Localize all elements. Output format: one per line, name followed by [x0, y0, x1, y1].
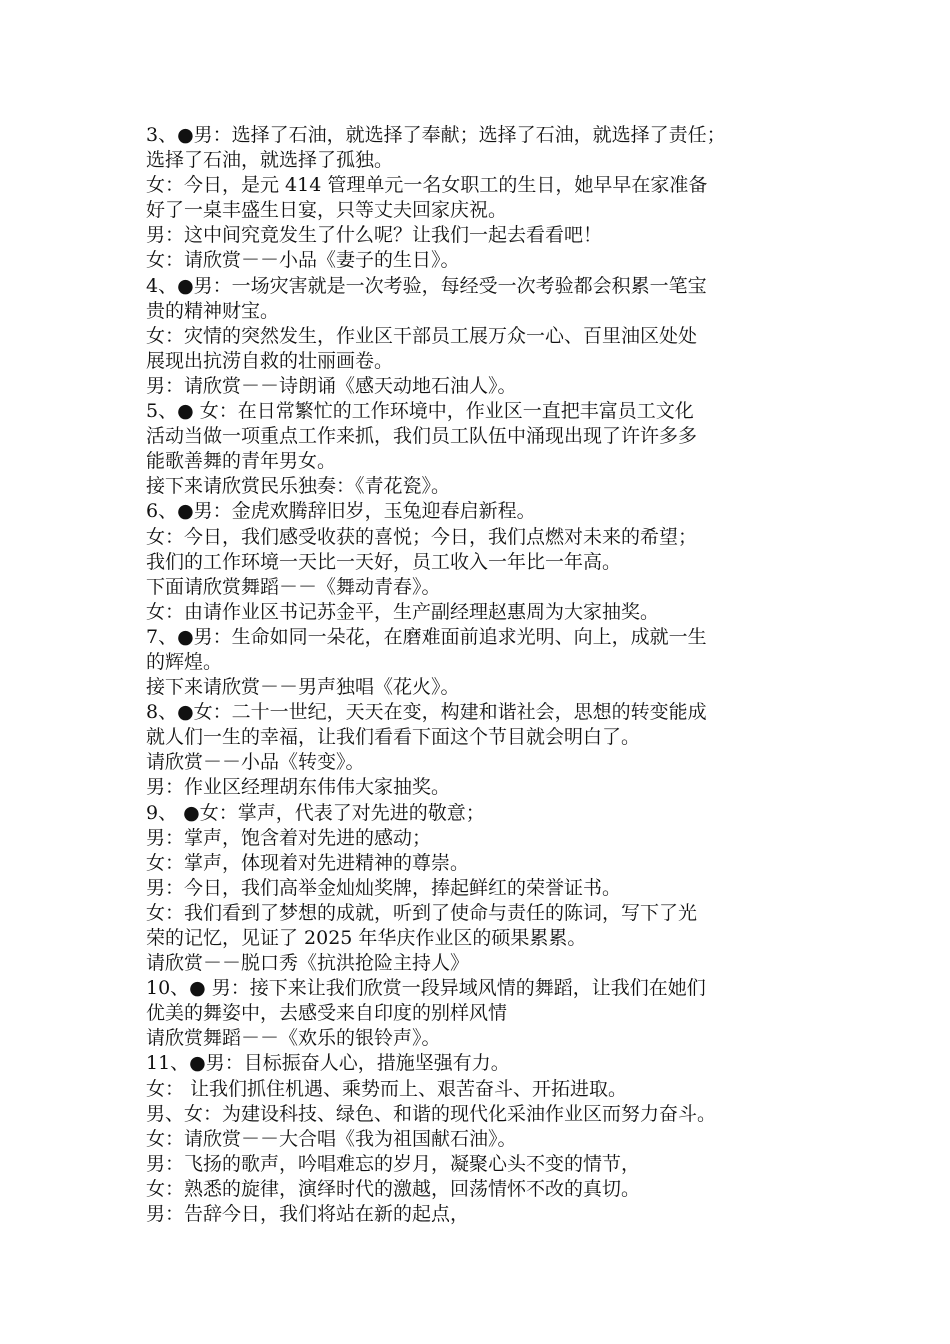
text-line: 我们的工作环境一天比一天好，员工收入一年比一年高。 [146, 550, 622, 573]
text-line: 女：由请作业区书记苏金平，生产副经理赵惠周为大家抽奖。 [146, 600, 660, 623]
text-line: 9、 ●女：掌声，代表了对先进的敬意； [146, 801, 485, 824]
script-text-body [146, 123, 816, 1227]
text-line: 女：请欣赏－－小品《妻子的生日》。 [146, 249, 460, 272]
text-line: 女：掌声，体现着对先进精神的尊崇。 [146, 851, 470, 874]
text-line: 的辉煌。 [146, 650, 223, 673]
text-line: 下面请欣赏舞蹈－－《舞动青春》。 [146, 575, 441, 598]
text-line: 请欣赏－－脱口秀《抗洪抢险主持人》 [146, 952, 470, 975]
text-line: 选择了石油，就选择了孤独。 [146, 149, 394, 172]
text-line: 男：掌声，饱含着对先进的感动； [146, 826, 432, 849]
text-line: 男：请欣赏－－诗朗诵《感天动地石油人》。 [146, 374, 517, 397]
text-line: 能歌善舞的青年男女。 [146, 450, 337, 473]
text-line: 10、● 男：接下来让我们欣赏一段异域风情的舞蹈，让我们在她们 [146, 977, 706, 1000]
text-line: 女： 让我们抓住机遇、乘势而上、艰苦奋斗、开拓进取。 [146, 1077, 628, 1100]
text-line: 荣的记忆，见证了 2025 年华庆作业区的硕果累累。 [146, 927, 587, 949]
text-line: 5、● 女：在日常繁忙的工作环境中，作业区一直把丰富员工文化 [146, 400, 694, 423]
text-line: 8、●女：二十一世纪，天天在变，构建和谐社会，思想的转变能成 [146, 701, 707, 724]
text-line: 7、●男：生命如同一朵花，在磨难面前追求光明、向上，成就一生 [146, 625, 707, 648]
text-line: 请欣赏舞蹈－－《欢乐的银铃声》。 [146, 1027, 441, 1050]
text-line: 男：飞扬的歌声，吟唱难忘的岁月，凝聚心头不变的情节， [146, 1152, 641, 1175]
text-line: 好了一桌丰盛生日宴，只等丈夫回家庆祝。 [146, 199, 508, 222]
text-line: 接下来请欣赏－－男声独唱《花火》。 [146, 676, 460, 699]
text-line: 请欣赏－－小品《转变》。 [146, 751, 365, 774]
text-line: 优美的舞姿中，去感受来自印度的别样风情 [146, 1002, 508, 1025]
text-line: 女：今日，是元 414 管理单元一名女职工的生日，她早早在家准备 [146, 174, 708, 197]
text-line: 男：告辞今日，我们将站在新的起点， [146, 1203, 470, 1226]
text-line: 11、●男：目标振奋人心，措施坚强有力。 [146, 1052, 510, 1075]
text-line: 4、●男：一场灾害就是一次考验，每经受一次考验都会积累一笔宝 [146, 274, 707, 297]
text-line: 6、●男：金虎欢腾辞旧岁，玉兔迎春启新程。 [146, 500, 536, 523]
text-line: 接下来请欣赏民乐独奏：《青花瓷》。 [146, 475, 451, 498]
text-line: 男、女：为建设科技、绿色、和谐的现代化采油作业区而努力奋斗。 [146, 1102, 717, 1125]
text-line: 男：这中间究竟发生了什么呢？让我们一起去看看吧！ [146, 224, 603, 247]
text-line: 女：今日，我们感受收获的喜悦；今日，我们点燃对未来的希望； [146, 525, 698, 548]
text-line: 就人们一生的幸福，让我们看看下面这个节目就会明白了。 [146, 726, 641, 749]
text-line: 女：熟悉的旋律，演绎时代的激越，回荡情怀不改的真切。 [146, 1177, 641, 1200]
text-line: 活动当做一项重点工作来抓，我们员工队伍中涌现出现了许许多多 [146, 425, 698, 448]
text-line: 男：作业区经理胡东伟伟大家抽奖。 [146, 776, 451, 799]
text-line: 展现出抗涝自救的壮丽画卷。 [146, 349, 394, 372]
text-line: 女：我们看到了梦想的成就，听到了使命与责任的陈词，写下了光 [146, 901, 698, 924]
text-line: 女：灾情的突然发生，作业区干部员工展万众一心、百里油区处处 [146, 324, 698, 347]
text-line: 女：请欣赏－－大合唱《我为祖国献石油》。 [146, 1127, 517, 1150]
text-line: 男：今日，我们高举金灿灿奖牌，捧起鲜红的荣誉证书。 [146, 876, 622, 899]
text-line: 3、●男：选择了石油，就选择了奉献；选择了石油，就选择了责任； [146, 124, 726, 146]
text-line: 贵的精神财宝。 [146, 299, 280, 322]
